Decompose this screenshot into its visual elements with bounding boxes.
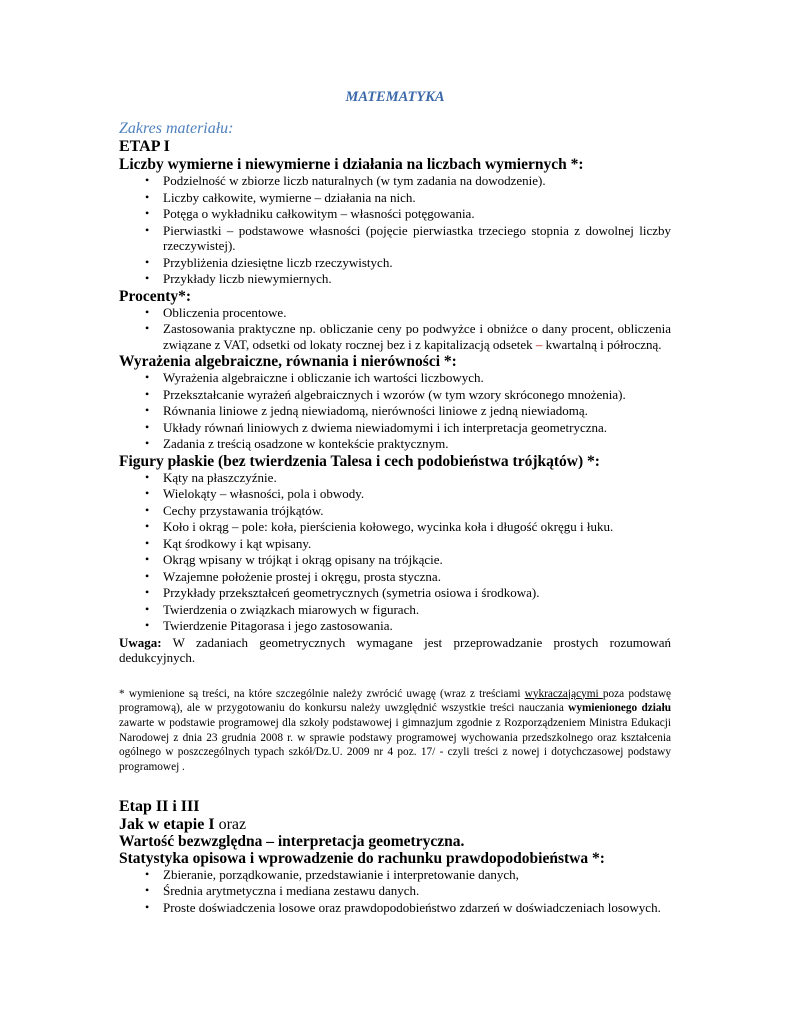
bullet-icon: • [145,552,150,566]
section-heading-algebra: Wyrażenia algebraiczne, równania i nierówności *: [119,353,457,370]
absolute-value-heading: Wartość bezwzględna – interpretacja geometryczna. [119,832,465,850]
list-item: • Cechy przystawania trójkątów. [145,502,324,518]
bullet-icon: • [145,386,150,401]
list-item: • Proste doświadczenia losowe oraz prawdopodobieństwo zdarzeń w doświadczeniach losowych. [145,899,661,915]
section-heading-numbers: Liczby wymierne i niewymierne i działania na liczbach wymiernych *: [119,156,584,173]
bullet-icon: • [145,419,150,434]
section-list-percent [119,305,671,353]
bullet-icon: • [145,502,150,517]
bullet-icon: • [145,189,150,204]
red-dash: – [535,336,543,352]
bullet-icon: • [145,568,150,583]
scope-subtitle: Zakres materiału: [119,120,234,137]
as-in-stage-1: Jak w etapie I oraz [119,815,247,833]
list-item: • Kąt środkowy i kąt wpisany. [145,535,312,551]
list-item: • Wzajemne położenie prostej i okręgu, prosta styczna. [145,568,441,584]
section-list-geometry [119,470,671,634]
section-heading-percent: Procenty*: [119,287,192,305]
note-paragraph: Uwaga: W zadaniach geometrycznych wymagane jest przeprowadzanie prostych rozumowań dedukcyjnych. [119,634,671,665]
bullet-icon: • [145,304,150,319]
list-item: • Zbieranie, porządkowanie, przedstawianie i interpretowanie danych, [145,866,519,882]
bullet-icon: • [145,899,150,914]
list-item: • Podzielność w zbiorze liczb naturalnych (w tym zadania na dowodzenie). [145,173,546,188]
list-item: • Układy równań liniowych z dwiema niewiadomymi i ich interpretacja geometryczna. [145,419,608,435]
list-item: • Kąty na płaszczyźnie. [145,469,277,485]
list-item: • Zadania z treścią osadzone w kontekście praktycznym. [145,436,449,451]
bullet-icon: • [145,370,150,384]
note-label: Uwaga: [119,634,162,650]
section-heading-statistics: Statystyka opisowa i wprowadzenie do rachunku prawdopodobieństwa *: [119,849,605,867]
footnote: * wymienione są treści, na które szczególnie należy zwrócić uwagę (wraz z treściami wykraczającymi poza podstawę programową), ale w przygotowaniu do konkursu należy uwzględnić wszystkie treści nauczania wymienionego działu zawarte w podstawie programowej dla szkoły podstawowej i gimnazjum zgodnie z Rozporządzeniem Ministra Edukacji Narodowej z dnia 23 grudnia 2008 r. w sprawie podstawy programowej wychowania przedszkolnego oraz kształcenia ogólnego w poszczególnych typach szkół/Dz.U. 2009 nr 4 poz. 17/ - czyli treści z nowej i dotychczasowej podstawy programowej . [119,687,671,774]
list-item: • Przykłady liczb niewymiernych. [145,271,332,286]
document-page [119,88,671,916]
section-list-algebra [119,370,671,452]
bullet-icon: • [145,883,150,898]
list-item: • Równania liniowe z jedną niewiadomą, nierówności liniowe z jedną niewiadomą. [145,403,588,418]
list-item: • Wyrażenia algebraiczne i obliczanie ich wartości liczbowych. [145,370,484,385]
bullet-icon: • [145,535,150,550]
bullet-icon: • [145,321,150,335]
list-item: • Wielokąty – własności, pola i obwody. [145,486,365,501]
bullet-icon: • [145,486,150,500]
bullet-icon: • [145,469,150,484]
bullet-icon: • [145,618,150,632]
list-item: • Liczby całkowite, wymierne – działania na nich. [145,189,416,205]
footnote-star: * [119,687,125,700]
list-item: • Potęga o wykładniku całkowitym – własności potęgowania. [145,206,475,221]
list-item: • Okrąg wpisany w trójkąt i okrąg opisany na trójkącie. [145,552,443,567]
bullet-icon: • [145,206,150,220]
list-item: • Zastosowania praktyczne np. obliczanie ceny po podwyżce i obniżce o dany procent, obliczenia związane z VAT, odsetki od lokaty rocznej bez i z kapitalizacją odsetek – kwartalną i półroczną. [145,321,671,352]
bullet-icon: • [145,585,150,599]
bullet-icon: • [145,519,150,533]
stage-1-heading: ETAP I [119,138,170,155]
page-title: MATEMATYKA [345,89,445,105]
list-item: • Przykłady przekształceń geometrycznych (symetria osiowa i środkowa). [145,585,540,600]
bullet-icon: • [145,173,150,187]
list-item: • Przybliżenia dziesiętne liczb rzeczywistych. [145,254,393,270]
list-item: • Twierdzenie Pitagorasa i jego zastosowania. [145,618,393,633]
section-list-numbers [119,173,671,287]
bullet-icon: • [145,601,150,616]
list-item: • Średnia arytmetyczna i mediana zestawu danych. [145,883,420,899]
bullet-icon: • [145,254,150,269]
bullet-icon: • [145,866,150,881]
section-list-statistics [119,867,671,916]
list-item: • Koło i okrąg – pole: koła, pierścienia kołowego, wycinka koła i długość okręgu i łuku. [145,519,614,534]
bullet-icon: • [145,403,150,417]
list-item: • Obliczenia procentowe. [145,304,287,320]
list-item: • Przekształcanie wyrażeń algebraicznych i wzorów (w tym wzory skróconego mnożenia). [145,386,626,402]
bullet-icon: • [145,222,150,237]
section-heading-geometry: Figury płaskie (bez twierdzenia Talesa i cech podobieństwa trójkątów) *: [119,452,600,470]
list-item: • Twierdzenia o związkach miarowych w figurach. [145,601,420,617]
bullet-icon: • [145,271,150,285]
bullet-icon: • [145,436,150,450]
stage-2-3-heading: Etap II i III [119,797,200,815]
list-item: • Pierwiastki – podstawowe własności (pojęcie pierwiastka trzeciego stopnia z dowolnej liczby rzeczywistej). [145,222,671,253]
